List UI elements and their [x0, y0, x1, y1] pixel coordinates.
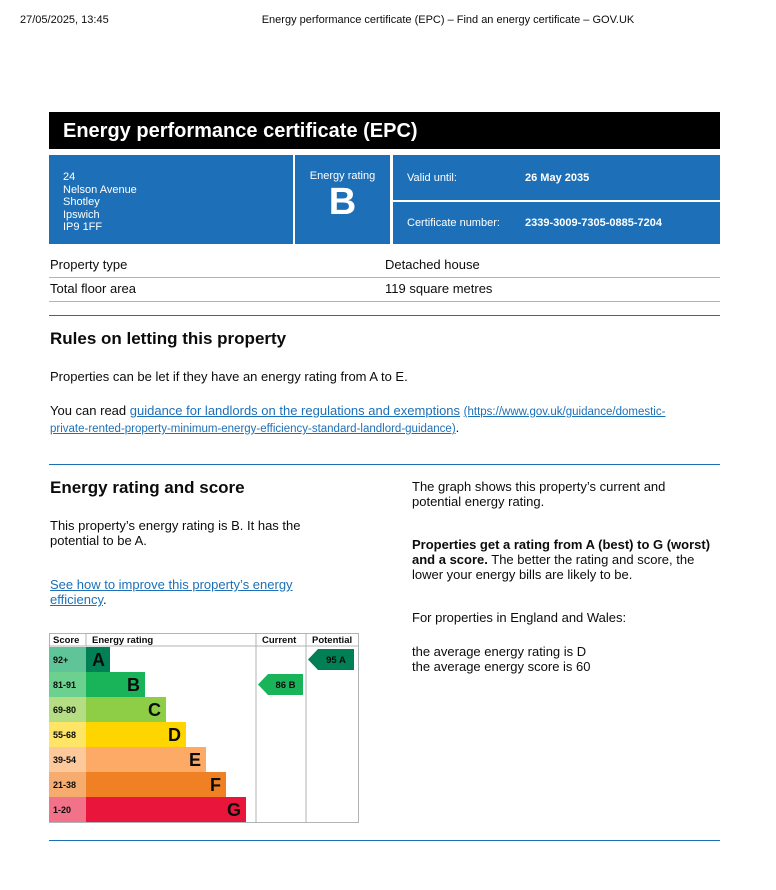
letting-heading: Rules on letting this property: [50, 329, 287, 348]
address-line: IP9 1FF: [63, 221, 103, 233]
improve-efficiency-link-cont[interactable]: efficiency: [50, 592, 103, 607]
band-bar-F: [86, 772, 226, 797]
landlord-guidance-link[interactable]: guidance for landlords on the regulations and exemptions: [129, 403, 461, 418]
property-type-label: Property type: [50, 257, 128, 272]
band-letter-B: B: [127, 675, 140, 695]
score-heading: Energy rating and score: [50, 478, 245, 497]
certificate-number-box: [393, 202, 720, 244]
chart-header-label: Current: [262, 635, 297, 646]
band-letter-E: E: [188, 750, 201, 770]
section-divider: [49, 315, 720, 316]
landlord-guidance-url-cont[interactable]: private-rented-property-minimum-energy-efficiency-standard-landlord-guidance): [50, 423, 456, 435]
address-line: 24: [63, 171, 76, 183]
band-letter-G: G: [226, 800, 241, 820]
band-letter-D: D: [168, 725, 181, 745]
average-rating: the average energy rating is D: [412, 644, 587, 659]
band-score-range: 92+: [53, 655, 69, 665]
england-wales-text: For properties in England and Wales:: [412, 610, 627, 625]
band-letter-C: C: [148, 700, 161, 720]
valid-until-label: Valid until:: [407, 171, 457, 184]
band-score-range: 69-80: [53, 705, 77, 715]
letting-text: Properties can be let if they have an energy rating from A to E.: [50, 369, 408, 384]
rating-explanation-bold: Properties get a rating from A (best) to G (worst): [412, 537, 711, 552]
improve-suffix: .: [103, 592, 107, 607]
band-score-range: 55-68: [53, 730, 77, 740]
section-divider: [49, 840, 720, 841]
floor-area-label: Total floor area: [50, 281, 136, 296]
chart-header-label: Energy rating: [92, 635, 154, 646]
property-type-value: Detached house: [385, 257, 480, 272]
chart-bands: [49, 647, 246, 822]
certificate-number-value: 2339-3009-7305-0885-7204: [525, 217, 663, 229]
print-page-title: Energy performance certificate (EPC) – Find an energy certificate – GOV.UK: [261, 14, 635, 26]
address-line: Nelson Avenue: [63, 183, 137, 196]
chart-header-label: Score: [53, 635, 80, 646]
potential-rating-label: 95 A: [326, 655, 346, 666]
landlord-guidance-paragraph: [50, 403, 720, 437]
graph-explanation: [412, 479, 665, 509]
band-letter-A: A: [92, 650, 105, 670]
print-datetime: 27/05/2025, 13:45: [20, 14, 109, 26]
graph-explanation-line: potential energy rating.: [412, 494, 545, 509]
landlord-guidance-url[interactable]: (https://www.gov.uk/guidance/domestic-: [463, 406, 666, 418]
certificate-number-label: Certificate number:: [407, 217, 500, 229]
score-text-line: This property’s energy rating is B. It has the: [50, 518, 301, 533]
energy-rating-label: Energy rating: [309, 170, 376, 182]
band-bar-G: [86, 797, 246, 822]
rating-explanation-text: lower your energy bills are likely to be.: [412, 567, 633, 582]
valid-until-box: [393, 155, 720, 200]
current-rating-label: 86 B: [275, 680, 296, 691]
section-divider: [49, 464, 720, 465]
epc-rating-chart: [49, 633, 359, 823]
average-values: [412, 644, 591, 674]
score-text: [50, 518, 301, 548]
graph-explanation-line: The graph shows this property’s current and: [412, 479, 666, 494]
valid-until-value: 26 May 2035: [525, 171, 590, 184]
property-address: [49, 155, 293, 244]
improve-efficiency-link[interactable]: See how to improve this property’s energy: [50, 577, 293, 592]
score-text-line: potential to be A.: [50, 533, 147, 548]
average-score: the average energy score is 60: [412, 659, 591, 674]
property-type-row: [49, 253, 720, 278]
energy-rating-letter: B: [328, 181, 357, 223]
band-score-range: 81-91: [53, 680, 77, 690]
address-line: Ipswich: [63, 208, 100, 221]
link-suffix: .: [455, 420, 460, 435]
address-line: Shotley: [63, 196, 100, 208]
rating-explanation-bold: and a score.: [412, 552, 488, 567]
band-score-range: 1-20: [53, 805, 72, 815]
read-prefix: You can read: [50, 403, 130, 418]
band-score-range: 39-54: [53, 755, 77, 765]
floor-area-value: 119 square metres: [385, 281, 493, 296]
chart-header-label: Potential: [312, 635, 353, 646]
rating-explanation: [412, 537, 710, 582]
floor-area-row: [49, 277, 720, 302]
improve-paragraph: [50, 577, 293, 607]
certificate-heading: Energy performance certificate (EPC): [49, 112, 720, 149]
band-score-range: 21-38: [53, 780, 77, 790]
band-letter-F: F: [210, 775, 221, 795]
rating-explanation-text: The better the rating and score, the: [487, 552, 695, 567]
energy-rating-box: [295, 155, 390, 244]
